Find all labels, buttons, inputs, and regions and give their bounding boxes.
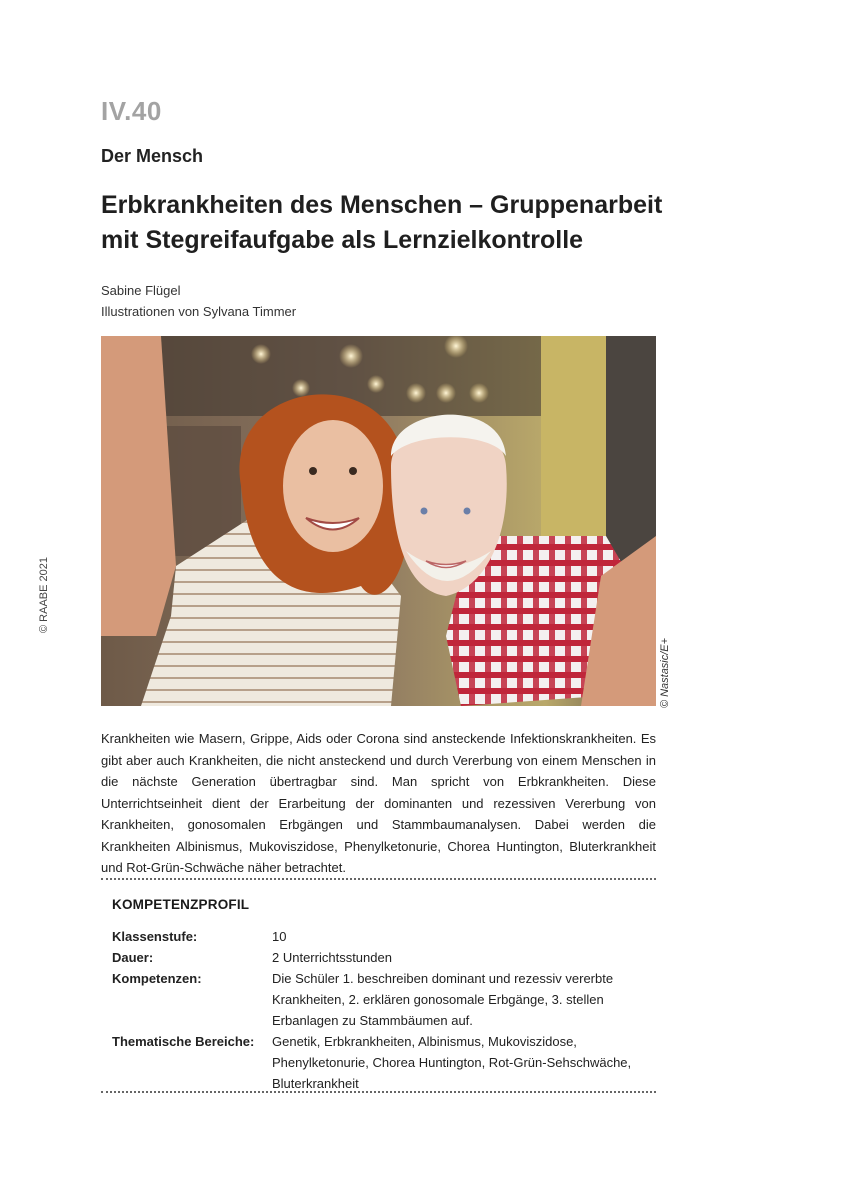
intro-paragraph: Krankheiten wie Masern, Grippe, Aids oder Corona sind ansteckende Infektionskrankheiten. Es gibt aber auch Krankheiten, die nicht ansteckend und durch Vererbung von einem Menschen in die nächste Generation übertragbar sind. Man spricht von Erbkrankheiten. Diese Unterrichtseinheit dient der Erarbeitung der dominanten und rezessiven Vererbung von Krankheiten, gonosomalen Erbgängen und Stammbaumanalysen. Dabei werden die Krankheiten Albinismus, Mukoviszidose, Phenylketonurie, Chorea Huntington, Bluterkrankheit und Rot-Grün-Schwäche näher betrachtet.: [101, 731, 656, 875]
selfie-illustration: [101, 336, 656, 706]
title-line-2: mit Stegreifaufgabe als Lernzielkontrolle: [101, 226, 584, 254]
page-title: [101, 188, 701, 258]
photo-credit: © Nastasic/E+: [659, 637, 671, 709]
kp-row-kompetenzen: [112, 968, 652, 1031]
kp-value: Die Schüler 1. beschreiben dominant und rezessiv vererbte Krankheiten, 2. erklären gonosomale Erbgänge, 3. stellen Erbanlagen zu Stammbäumen auf.: [272, 971, 614, 1028]
kp-row-klassenstufe: [112, 926, 652, 947]
section-title: Der Mensch: [101, 146, 204, 166]
kp-value: Genetik, Erbkrankheiten, Albinismus, Mukoviszidose, Phenylketonurie, Chorea Huntington, Rot-Grün-Sehschwäche, Bluterkrankheit: [272, 1034, 632, 1091]
cover-photo: [101, 336, 656, 706]
box-bottom-rule: [101, 1091, 656, 1093]
unit-code: IV.40: [101, 96, 162, 126]
copyright-note: © RAABE 2021: [38, 557, 50, 633]
kompetenzprofil-title: KOMPETENZPROFIL: [112, 897, 250, 912]
kp-label: Klassenstufe:: [112, 929, 198, 944]
kp-label: Kompetenzen:: [112, 971, 202, 986]
box-top-rule: [101, 878, 656, 880]
kp-row-thematische-bereiche: [112, 1031, 652, 1091]
title-line-1: Erbkrankheiten des Menschen – Gruppenarbeit: [101, 191, 663, 219]
kp-row-dauer: [112, 947, 652, 968]
author-block: [101, 280, 296, 322]
author-name: Sabine Flügel: [101, 283, 181, 298]
kp-value: 10: [272, 929, 287, 944]
kp-label: Dauer:: [112, 950, 154, 965]
kp-label: Thematische Bereiche:: [112, 1034, 255, 1049]
illustrator-name: Illustrationen von Sylvana Timmer: [101, 304, 297, 319]
kp-value: 2 Unterrichtsstunden: [272, 950, 392, 965]
